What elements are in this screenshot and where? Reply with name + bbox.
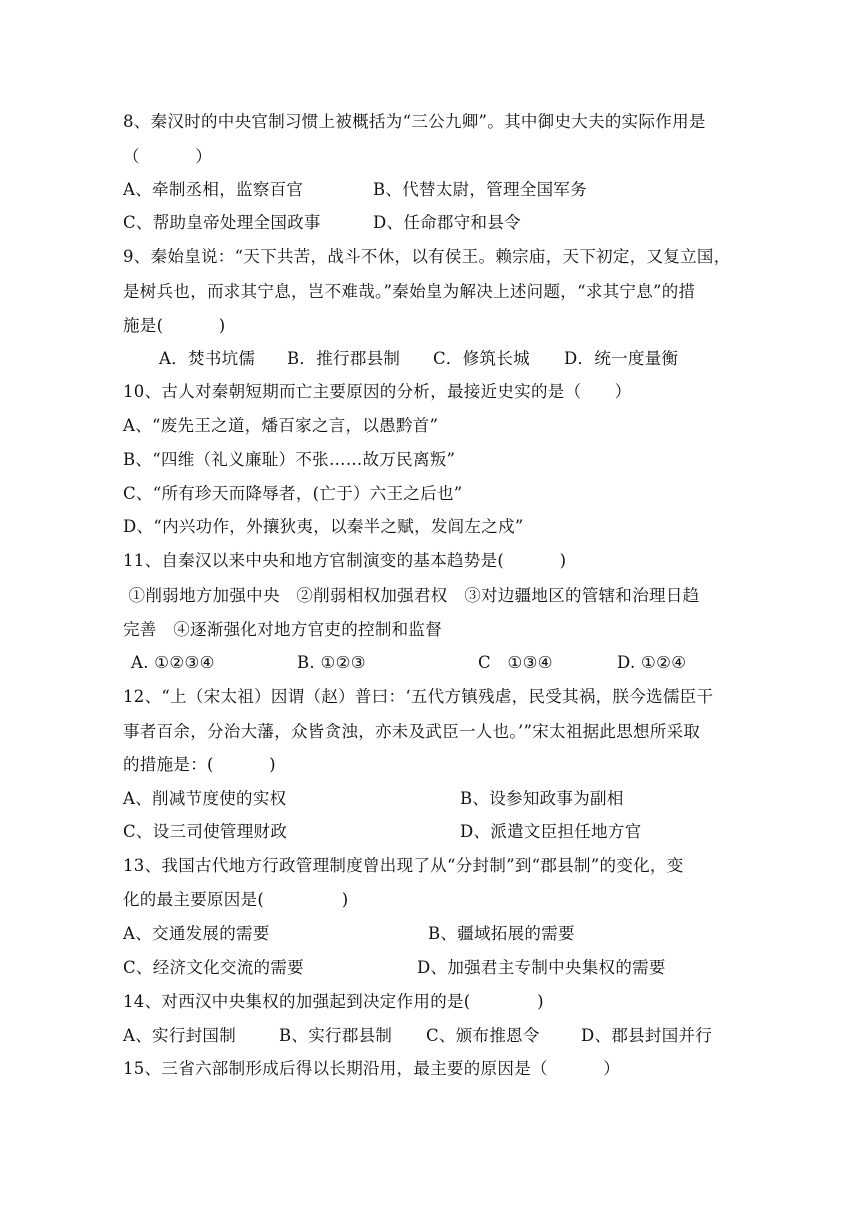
question-12-option-d: D、派遣文臣担任地方官 — [460, 822, 642, 841]
question-11-stem-line-1: 11、自秦汉以来中央和地方官制演变的基本趋势是( ) — [123, 551, 567, 570]
question-14-option-b: B、实行郡县制 — [279, 1026, 393, 1045]
question-13-option-b: B、疆域拓展的需要 — [428, 924, 575, 943]
question-11-option-b: B. ①②③ — [297, 653, 366, 672]
question-10-option-d: D、“内兴功作，外攘狄夷，以秦半之赋，发闾左之戍” — [123, 517, 524, 536]
question-11-option-d: D. ①②④ — [617, 653, 687, 672]
question-8-stem-line-1: 8、秦汉时的中央官制习惯上被概括为“三公九卿”。其中御史大夫的实际作用是 — [123, 112, 706, 131]
question-9-option-d: D．统一度量衡 — [564, 349, 679, 368]
question-12-stem-line-1: 12、“上（宋太祖）因谓（赵）普曰：‘五代方镇残虐，民受其祸，朕今选儒臣干 — [123, 687, 714, 706]
question-8-stem-line-2: （ ） — [123, 147, 213, 166]
question-12-stem-line-2: 事者百余，分治大藩，众皆贪浊，亦未及武臣一人也。’”宋太祖据此思想所采取 — [123, 722, 701, 741]
question-11-option-a: A. ①②③④ — [131, 653, 215, 672]
question-13-option-d: D、加强君主专制中央集权的需要 — [417, 958, 666, 977]
question-8-option-a: A、牵制丞相，监察百官 — [123, 180, 304, 199]
question-13-option-c: C、经济文化交流的需要 — [123, 958, 304, 977]
question-9-stem-line-2: 是树兵也，而求其宁息，岂不难哉。”秦始皇为解决上述问题，“求其宁息”的措 — [123, 282, 696, 301]
question-9-stem-line-3: 施是( ) — [123, 316, 226, 335]
question-8-option-c: C、帮助皇帝处理全国政事 — [123, 213, 321, 232]
question-12-option-a: A、削减节度使的实权 — [123, 789, 287, 808]
question-14-stem-line-1: 14、对西汉中央集权的加强起到决定作用的是( ) — [123, 992, 544, 1011]
question-12-stem-line-3: 的措施是：( ) — [123, 755, 276, 774]
question-9-option-b: B．推行郡县制 — [287, 349, 401, 368]
question-9-stem-line-1: 9、秦始皇说：“天下共苦，战斗不休，以有侯王。赖宗庙，天下初定，又复立国， — [123, 247, 731, 266]
question-12-option-b: B、设参知政事为副相 — [460, 789, 624, 808]
question-9-option-c: C．修筑长城 — [433, 349, 530, 368]
question-11-stem-line-3: 完善 ④逐渐强化对地方官吏的控制和监督 — [123, 620, 443, 639]
question-8-option-b: B、代替太尉，管理全国军务 — [373, 180, 588, 199]
question-13-stem-line-2: 化的最主要原因是( ) — [123, 890, 349, 909]
question-14-option-d: D、郡县封国并行 — [581, 1026, 713, 1045]
question-10-option-b: B、“四维（礼义廉耻）不张……故万民离叛” — [123, 450, 456, 469]
question-11-stem-line-2: ①削弱地方加强中央 ②削弱相权加强君权 ③对边疆地区的管辖和治理日趋 — [123, 586, 700, 605]
question-9-option-a: A．焚书坑儒 — [159, 349, 256, 368]
question-11-option-c: C ①③④ — [478, 653, 553, 672]
question-13-stem-line-1: 13、我国古代地方行政管理制度曾出现了从“分封制”到“郡县制”的变化，变 — [123, 856, 684, 875]
question-10-option-c: C、“所有珍天而降辱者，(亡于）六王之后也” — [123, 484, 463, 503]
question-14-option-c: C、颁布推恩令 — [426, 1026, 540, 1045]
question-10-option-a: A、“废先王之道，燔百家之言，以愚黔首” — [123, 416, 439, 435]
question-10-stem-line-1: 10、古人对秦朝短期而亡主要原因的分析，最接近史实的是（ ） — [123, 382, 632, 401]
question-13-option-a: A、交通发展的需要 — [123, 924, 270, 943]
question-15-stem-line-1: 15、三省六部制形成后得以长期沿用，最主要的原因是（ ） — [123, 1059, 621, 1078]
question-12-option-c: C、设三司使管理财政 — [123, 822, 288, 841]
question-8-option-d: D、任命郡守和县令 — [373, 213, 521, 232]
question-14-option-a: A、实行封国制 — [123, 1026, 237, 1045]
